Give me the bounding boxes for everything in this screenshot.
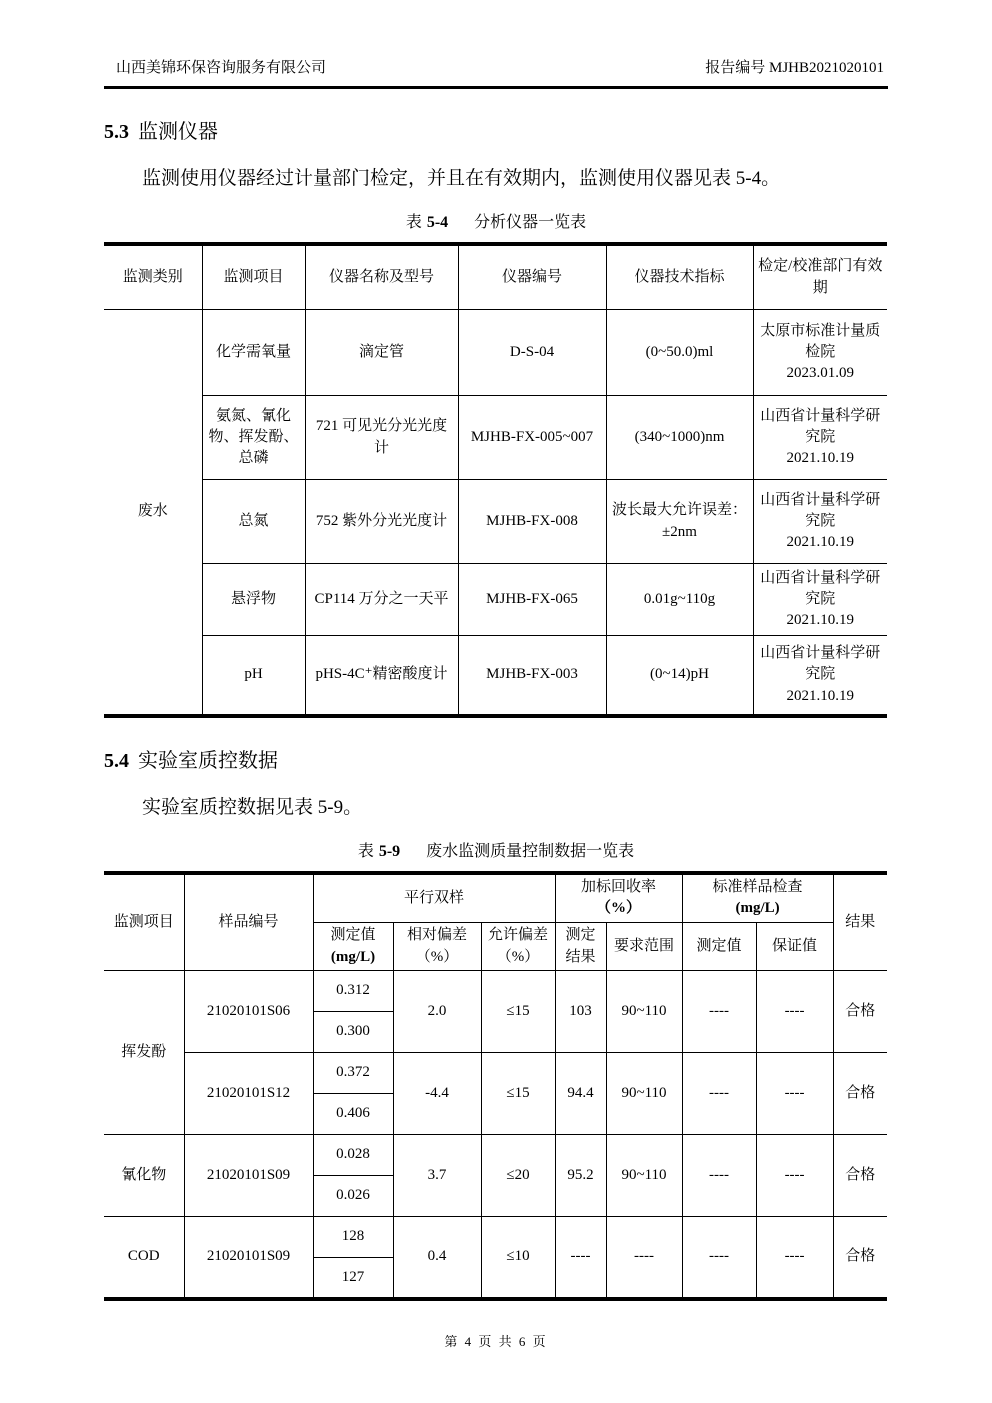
standard-check-unit: (mg/L) [735, 900, 780, 917]
cell-measured-2: 0.026 [313, 1176, 393, 1217]
cell-allowed-deviation: ≤15 [481, 1053, 555, 1135]
cell-result: 合格 [833, 1217, 887, 1299]
section-5-3-heading [104, 115, 888, 144]
cell-spec: 波长最大允许误差：±2nm [606, 480, 753, 564]
cell-relative-deviation: 3.7 [393, 1135, 481, 1217]
cell-agency [753, 310, 887, 396]
cell-recovery-range: ---- [606, 1217, 682, 1299]
agency-date: 2021.10.19 [786, 450, 854, 467]
cell-standard-measured: ---- [682, 1135, 756, 1217]
page-header [104, 56, 888, 89]
agency-date: 2021.10.19 [786, 534, 854, 551]
cell-standard-guarantee: ---- [756, 1217, 833, 1299]
cell-instrument: 721 可见光分光光度计 [305, 396, 458, 480]
cell-allowed-deviation: ≤20 [481, 1135, 555, 1217]
agency-name: 太原市标准计量质检院 [760, 322, 881, 361]
section-5-4-title: 实验室质控数据 [138, 749, 278, 772]
instrument-table [104, 242, 887, 718]
cell-item: 氨氮、氰化物、挥发酚、总磷 [202, 396, 305, 480]
cell-code: MJHB-FX-003 [458, 636, 606, 716]
col-header-category: 监测类别 [104, 244, 202, 310]
cell-relative-deviation: -4.4 [393, 1053, 481, 1135]
cell-recovery-range: 90~110 [606, 1053, 682, 1135]
cell-measured-2: 0.300 [313, 1012, 393, 1053]
measured-unit: (mg/L) [330, 948, 376, 965]
qc-table [104, 871, 887, 1301]
cell-measured-1: 0.312 [313, 971, 393, 1012]
recovery-unit: （%） [596, 900, 642, 917]
table-5-9-caption [104, 838, 888, 861]
cell-standard-guarantee: ---- [756, 1135, 833, 1217]
caption-number: 5-9 [378, 842, 401, 860]
cell-parameter: 氰化物 [104, 1135, 184, 1217]
cell-instrument: 752 紫外分光光度计 [305, 480, 458, 564]
cell-sample-id: 21020101S09 [184, 1135, 313, 1217]
col-header-code: 仪器编号 [458, 244, 606, 310]
cell-measured-2: 127 [313, 1258, 393, 1299]
cell-sample-id: 21020101S06 [184, 971, 313, 1053]
col-header-result: 结果 [833, 873, 887, 971]
cell-recovery-result: ---- [555, 1217, 606, 1299]
section-5-4-heading [104, 744, 888, 773]
cell-standard-measured: ---- [682, 1053, 756, 1135]
cell-agency [753, 480, 887, 564]
col-header-item: 监测项目 [202, 244, 305, 310]
cell-result: 合格 [833, 1135, 887, 1217]
caption-number: 5-4 [426, 213, 449, 231]
section-5-3-number: 5.3 [104, 121, 129, 143]
caption-title: 分析仪器一览表 [474, 213, 587, 231]
agency-name: 山西省计量科学研究院 [760, 645, 881, 683]
cell-measured-1: 0.028 [313, 1135, 393, 1176]
col-header-item: 监测项目 [104, 873, 184, 971]
cell-recovery-range: 90~110 [606, 1135, 682, 1217]
cell-parameter: COD [104, 1217, 184, 1299]
agency-name: 山西省计量科学研究院 [760, 491, 881, 530]
cell-spec: 0.01g~110g [606, 564, 753, 636]
col-header-agency: 检定/校准部门有效期 [753, 244, 887, 310]
cell-spec: (0~14)pH [606, 636, 753, 716]
cell-code: MJHB-FX-005~007 [458, 396, 606, 480]
cell-standard-measured: ---- [682, 1217, 756, 1299]
agency-date: 2021.10.19 [786, 612, 854, 629]
cell-measured-1: 128 [313, 1217, 393, 1258]
cell-item: 总氮 [202, 480, 305, 564]
col-header-allowed-deviation: 允许偏差（%） [481, 923, 555, 971]
cell-agency [753, 564, 887, 636]
report-number: 报告编号 MJHB2021020101 [705, 60, 884, 76]
agency-name: 山西省计量科学研究院 [760, 407, 881, 446]
cell-instrument: CP114 万分之一天平 [305, 564, 458, 636]
col-header-relative-deviation: 相对偏差（%） [393, 923, 481, 971]
cell-parameter: 挥发酚 [104, 971, 184, 1135]
agency-date: 2021.10.19 [786, 687, 854, 704]
cell-instrument: pHS-4C⁺精密酸度计 [305, 636, 458, 716]
cell-allowed-deviation: ≤10 [481, 1217, 555, 1299]
recovery-label: 加标回收率 [581, 878, 657, 895]
cell-recovery-range: 90~110 [606, 971, 682, 1053]
cell-standard-measured: ---- [682, 971, 756, 1053]
col-header-measured [313, 923, 393, 971]
section-5-3-title: 监测仪器 [138, 121, 218, 143]
cell-recovery-result: 103 [555, 971, 606, 1053]
section-5-4-number: 5.4 [104, 749, 129, 772]
group-header-parallel: 平行双样 [313, 873, 555, 923]
cell-relative-deviation: 2.0 [393, 971, 481, 1053]
col-header-spec: 仪器技术指标 [606, 244, 753, 310]
agency-date: 2023.01.09 [786, 365, 854, 382]
col-header-standard-measured: 测定值 [682, 923, 756, 971]
measured-label: 测定值 [330, 927, 376, 944]
cell-relative-deviation: 0.4 [393, 1217, 481, 1299]
section-5-4-paragraph: 实验室质控数据见表 5-9。 [142, 796, 363, 818]
cell-code: MJHB-FX-065 [458, 564, 606, 636]
page-footer: 第 4 页 共 6 页 [444, 1333, 548, 1349]
agency-name: 山西省计量科学研究院 [760, 569, 881, 608]
caption-prefix: 表 [357, 842, 374, 860]
cell-measured-1: 0.372 [313, 1053, 393, 1094]
col-header-recovery-range: 要求范围 [606, 923, 682, 971]
company-name: 山西美锦环保咨询服务有限公司 [116, 60, 327, 76]
cell-spec: (0~50.0)ml [606, 310, 753, 396]
cell-category: 废水 [104, 310, 202, 716]
cell-code: MJHB-FX-008 [458, 480, 606, 564]
col-header-sample: 样品编号 [184, 873, 313, 971]
cell-spec: (340~1000)nm [606, 396, 753, 480]
cell-sample-id: 21020101S09 [184, 1217, 313, 1299]
cell-code: D-S-04 [458, 310, 606, 396]
cell-instrument: 滴定管 [305, 310, 458, 396]
cell-recovery-result: 95.2 [555, 1135, 606, 1217]
group-header-recovery [555, 873, 682, 923]
cell-standard-guarantee: ---- [756, 1053, 833, 1135]
cell-recovery-result: 94.4 [555, 1053, 606, 1135]
group-header-standard-check [682, 873, 833, 923]
caption-title: 废水监测质量控制数据一览表 [426, 842, 635, 860]
col-header-recovery-result: 测定结果 [555, 923, 606, 971]
cell-item: 化学需氧量 [202, 310, 305, 396]
standard-check-label: 标准样品检查 [712, 878, 803, 895]
col-header-instrument: 仪器名称及型号 [305, 244, 458, 310]
cell-result: 合格 [833, 1053, 887, 1135]
cell-measured-2: 0.406 [313, 1094, 393, 1135]
cell-item: 悬浮物 [202, 564, 305, 636]
cell-agency [753, 636, 887, 716]
cell-item: pH [202, 636, 305, 716]
cell-sample-id: 21020101S12 [184, 1053, 313, 1135]
table-5-4-caption [104, 209, 888, 232]
cell-result: 合格 [833, 971, 887, 1053]
cell-agency [753, 396, 887, 480]
cell-standard-guarantee: ---- [756, 971, 833, 1053]
cell-allowed-deviation: ≤15 [481, 971, 555, 1053]
col-header-standard-guarantee: 保证值 [756, 923, 833, 971]
caption-prefix: 表 [405, 213, 422, 231]
section-5-3-paragraph: 监测使用仪器经过计量部门检定，并且在有效期内，监测使用仪器见表 5-4。 [142, 168, 781, 189]
